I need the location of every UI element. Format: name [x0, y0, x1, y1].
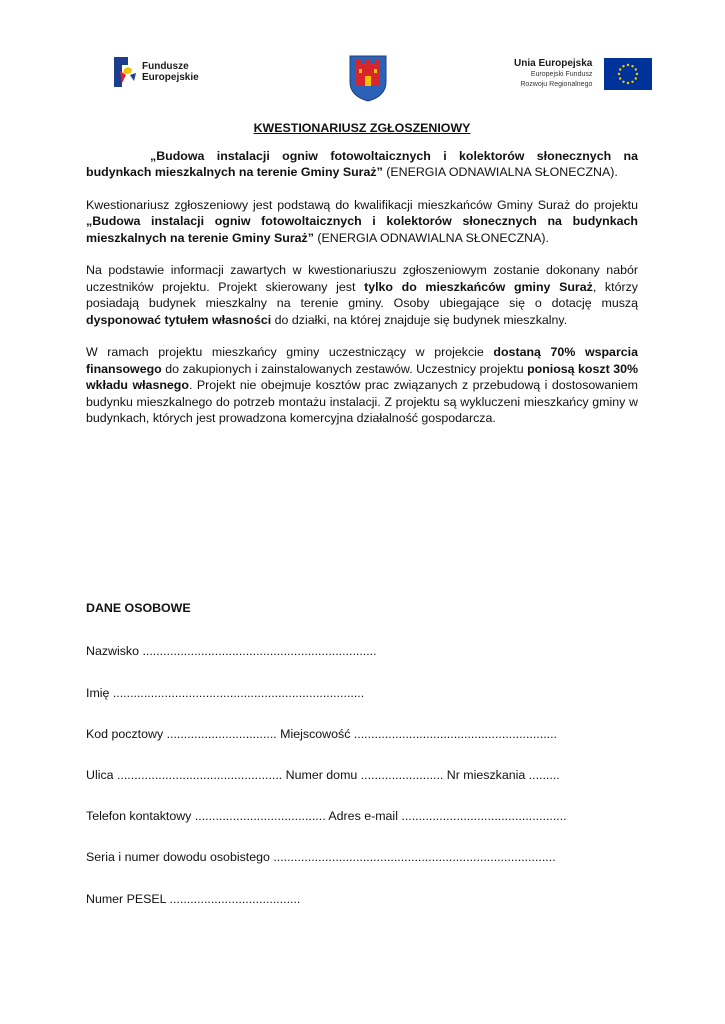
street-address-field[interactable]: Ulica ................................................ Numer domu ........................ Nr mieszkania .........: [86, 768, 560, 782]
document-title: KWESTIONARIUSZ ZGŁOSZENIOWY: [253, 121, 471, 135]
paragraph-1: [86, 197, 638, 247]
project-tag: (ENERGIA ODNAWIALNA SŁONECZNA).: [382, 165, 618, 179]
p3-d: poniosą koszt 30% wkładu własnego: [86, 361, 638, 392]
phone-email-field[interactable]: Telefon kontaktowy ...................................... Adres e-mail ................................................: [86, 809, 567, 823]
eu-sub1: Europejski Fundusz: [530, 71, 593, 78]
eu-sub2: Rozwoju Regionalnego: [520, 81, 593, 88]
eu-flag-icon: [604, 58, 652, 90]
p2-e: do działki, na której znajduje się budynek mieszkalny.: [271, 312, 568, 327]
p2-b: tylko do mieszkańców gminy Suraż: [364, 279, 593, 294]
p1-text: Kwestionariusz zgłoszeniowy jest podstawą do kwalifikacji mieszkańców Gminy Suraż do projektu: [86, 197, 638, 212]
project-name: „Budowa instalacji ogniw fotowoltaicznych i kolektorów słonecznych na budynkach mieszkalnych na terenie Gminy Suraż”: [86, 148, 638, 179]
p2-c: , którzy posiadają budynek mieszkalny na terenie gminy. Osoby ubiegające się o dotację muszą: [86, 279, 638, 310]
paragraph-2: [86, 262, 638, 328]
fundusze-europejskie-logo: [114, 57, 199, 87]
p3-c: do zakupionych i zainstalowanych zestawów. Uczestnicy projektu: [161, 361, 528, 376]
eu-logo-text: [514, 58, 592, 89]
p1-project-name: „Budowa instalacji ogniw fotowoltaicznych i kolektorów słonecznych na budynkach mieszkalnych na terenie Gminy Suraż”: [86, 214, 638, 245]
document-body: [86, 120, 638, 443]
p3-b: dostaną 70% wsparcia finansowego: [86, 345, 638, 376]
p1-project-tag: (ENERGIA ODNAWIALNA SŁONECZNA).: [313, 230, 549, 245]
eu-title: Unia Europejska: [514, 58, 593, 69]
p3-e: . Projekt nie obejmuje kosztów prac związanych z przebudową i dostosowaniem budynku mieszkalnego do potrzeb montażu instalacji. Z projektu są wykluczeni mieszkańcy gminy w budynkach, których jest prowadzona komercyjna działalność gospodarcza.: [86, 378, 638, 425]
fe-logo-line2: Europejskie: [142, 72, 199, 83]
surname-field[interactable]: Nazwisko ....................................................................: [86, 644, 377, 658]
fundusze-europejskie-icon: [114, 57, 136, 87]
personal-data-heading: DANE OSOBOWE: [86, 601, 191, 615]
project-heading: [86, 148, 638, 181]
suraz-coat-of-arms-icon: [348, 54, 388, 102]
id-card-field[interactable]: Seria i numer dowodu osobistego ..................................................................................: [86, 850, 556, 864]
p3-a: W ramach projektu mieszkańcy gminy uczestniczący w projekcie: [86, 345, 494, 359]
p2-a: Na podstawie informacji zawartych w kwestionariuszu zgłoszeniowym zostanie dokonany nabór uczestników projektu. Projekt skierowany jest: [86, 263, 638, 294]
paragraph-3: [86, 344, 638, 427]
first-name-field[interactable]: Imię .........................................................................: [86, 686, 365, 700]
pesel-field[interactable]: Numer PESEL ......................................: [86, 892, 301, 906]
fe-logo-line1: Fundusze: [142, 61, 189, 72]
postal-code-city-field[interactable]: Kod pocztowy ................................ Miejscowość ...........................................................: [86, 727, 557, 741]
p2-d: dysponować tytułem własności: [86, 312, 272, 327]
